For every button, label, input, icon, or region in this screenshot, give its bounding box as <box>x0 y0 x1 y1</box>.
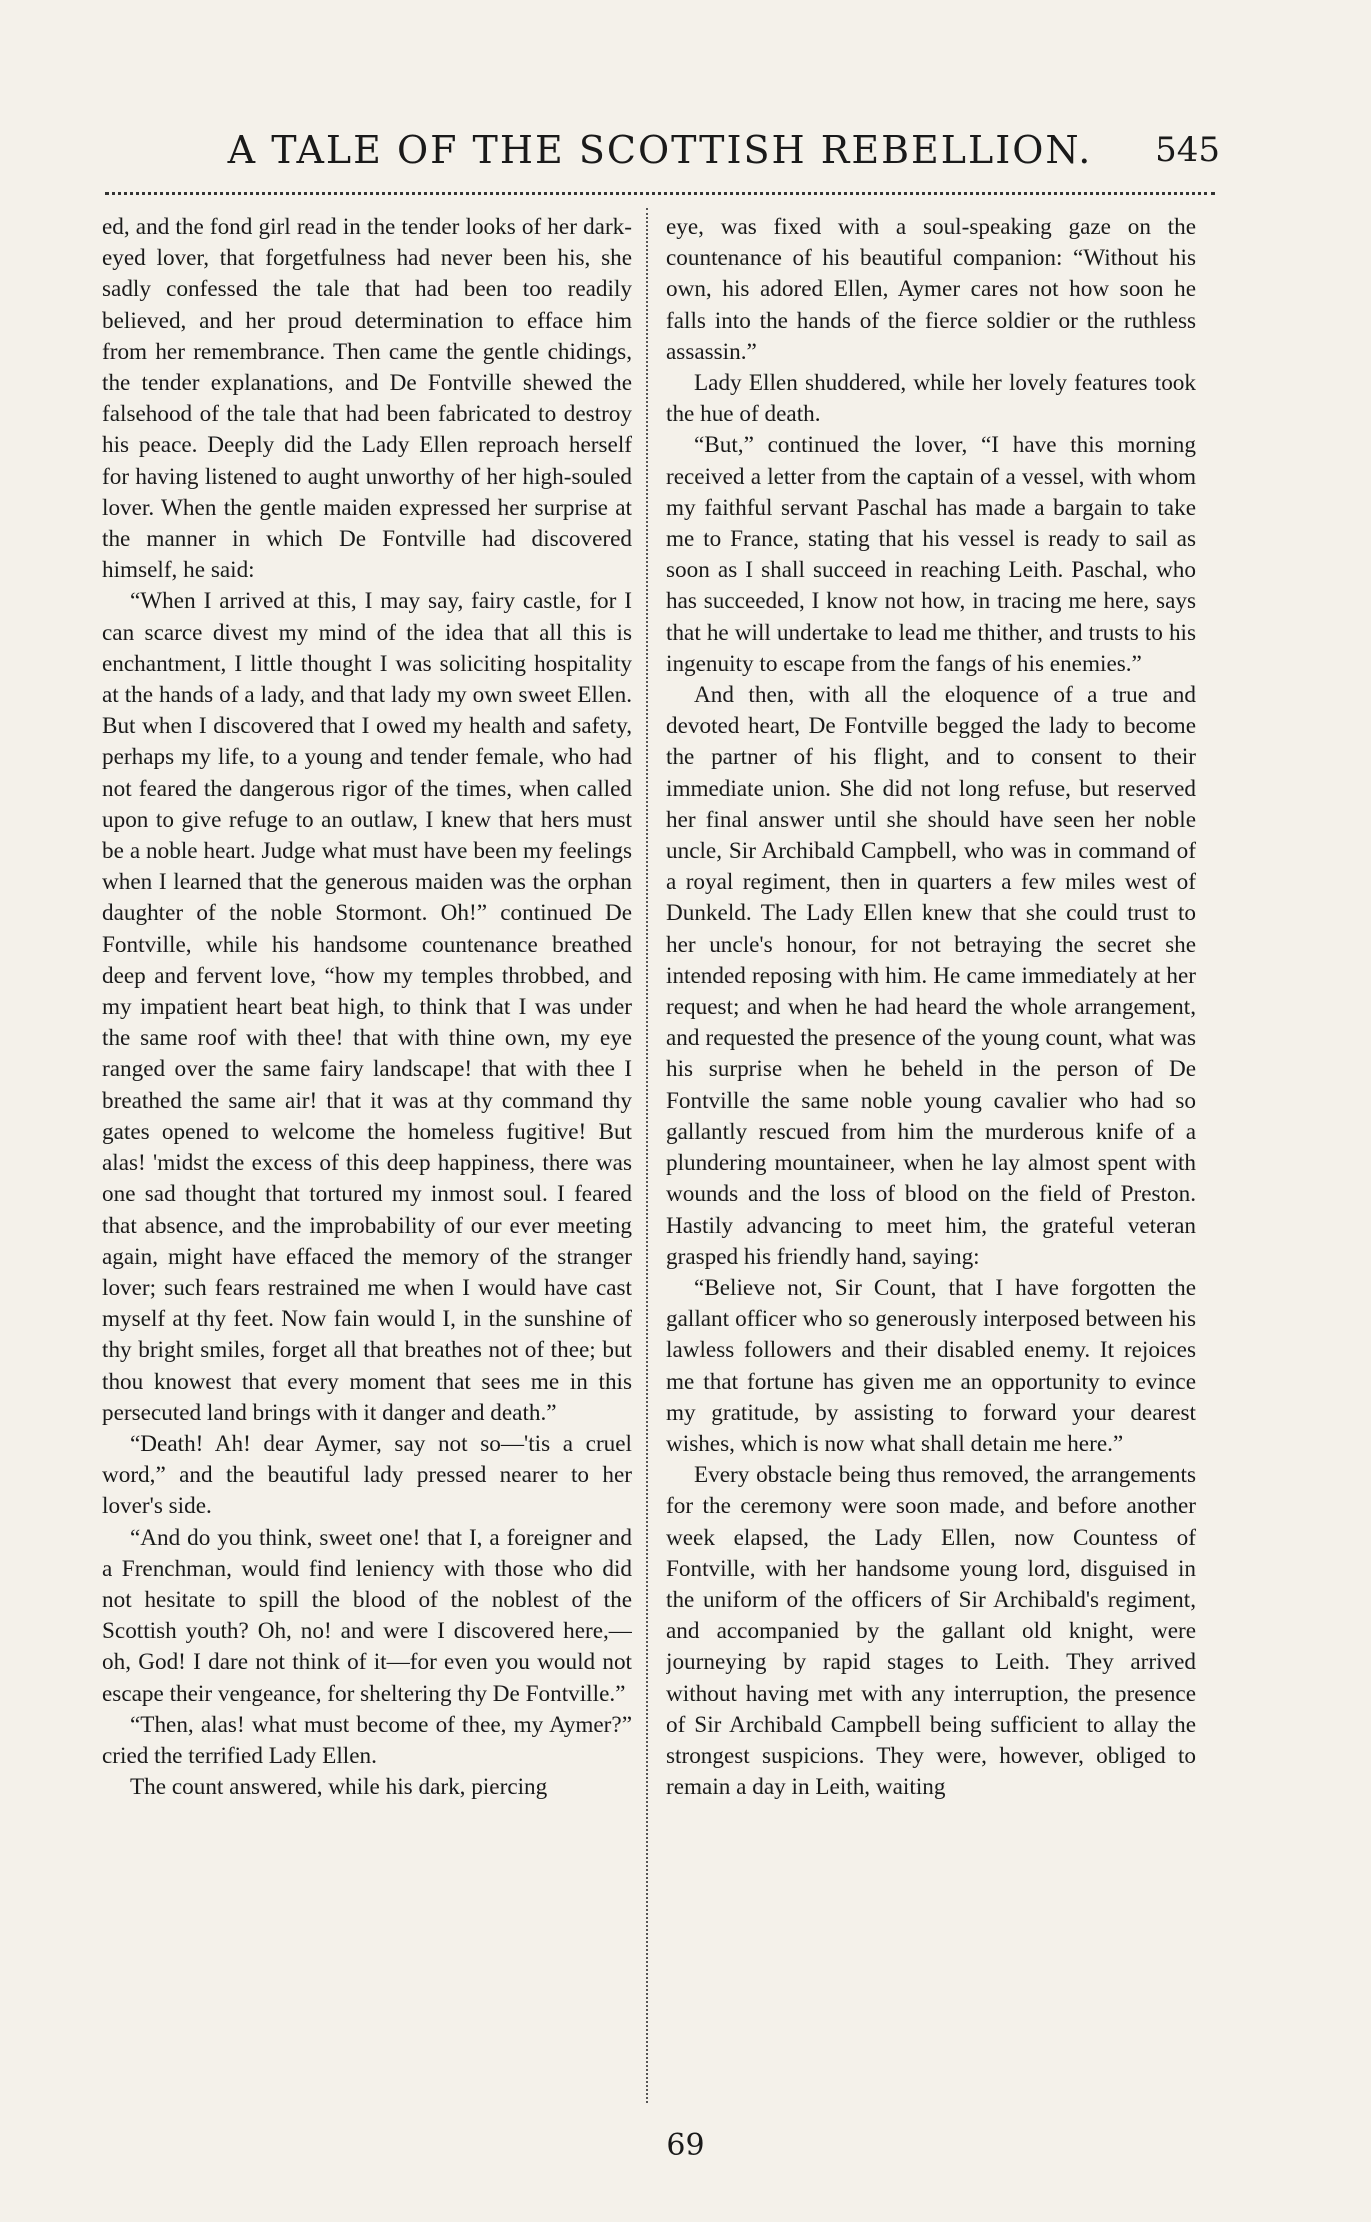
paragraph: “Then, alas! what must become of thee, my Aymer?” cried the terrified Lady Ellen. <box>102 1711 632 1769</box>
paragraph: “But,” continued the lover, “I have this morning received a letter from the captain of a vessel, with whom my faithful servant Paschal has made a bargain to take me to France, stating that his vessel is ready to sail as soon as I shall succeed in reaching Leith. Paschal, who has succeeded, I know not how, in tracing me here, says that he will undertake to lead me thither, and trusts to his ingenuity to escape from the fangs of his enemies.” <box>666 432 1196 677</box>
paragraph: Lady Ellen shuddered, while her lovely features took the hue of death. <box>666 370 1196 428</box>
paragraph: The count answered, while his dark, piercing <box>130 1774 548 1801</box>
page-number: 545 <box>1155 130 1220 170</box>
paragraph: “When I arrived at this, I may say, fairy castle, for I can scarce divest my mind of the idea that all this is enchantment, I little thought I was soliciting hospitality at the hands of a lady, and that lady my own sweet Ellen. But when I discovered that I owed my health and safety, perhaps my life, to a young and tender female, who had not feared the dangerous rigor of the times, when called upon to give refuge to an outlaw, I knew that hers must be a noble heart. Judge what must have been my feelings when I learned that the generous maiden was the orphan daughter of the noble Stormont. Oh!” continued De Fontville, while his handsome countenance breathed deep and fervent love, “how my temples throbbed, and my impatient heart beat high, to think that I was under the same roof with thee! that with thine own, my eye ranged over the same fairy landscape! that with thee I breathed the same air! that it was at thy command thy gates opened to welcome the homeless fugitive! But alas! 'midst the excess of this deep happiness, there was one sad thought that tortured my inmost soul. I feared that absence, and the improbability of our ever meeting again, might have effaced the memory of the stranger lover; such fears restrained me when I would have cast myself at thy feet. Now fain would I, in the sunshine of thy bright smiles, forget all that breathes not of thee; but thou knowest that every moment that sees me in this persecuted land brings with it danger and death.” <box>102 588 632 1426</box>
right-column <box>666 212 1196 2107</box>
running-header <box>100 120 1220 180</box>
paragraph: “Believe not, Sir Count, that I have forgotten the gallant officer who so generously interposed between his lawless followers and their disabled enemy. It rejoices me that fortune has given me an opportunity to evince my gratitude, by assisting to forward your dearest wishes, which is now what shall detain me here.” <box>666 1274 1196 1457</box>
paragraph: ed, and the fond girl read in the tender looks of her dark-eyed lover, that forgetfulness had never been his, she sadly confessed the tale that had been too readily believed, and her proud determination to efface him from her remembrance. Then came the gentle chidings, the tender explanations, and De Fontville shewed the falsehood of the tale that had been fabricated to destroy his peace. Deeply did the Lady Ellen reproach herself for having listened to aught unworthy of her high-souled lover. When the gentle maiden expressed her surprise at the manner in which De Fontville had discovered himself, he said: <box>102 214 632 584</box>
running-title: A TALE OF THE SCOTTISH REBELLION. <box>227 128 1093 172</box>
paragraph: “Death! Ah! dear Aymer, say not so—'tis a cruel word,” and the beautiful lady pressed nearer to her lover's side. <box>102 1430 632 1520</box>
signature-mark: 69 <box>666 2128 705 2163</box>
paragraph: Every obstacle being thus removed, the arrangements for the ceremony were soon made, and before another week elapsed, the Lady Ellen, now Countess of Fontville, with her handsome young lord, disguised in the uniform of the officers of Sir Archibald's regiment, and accompanied by the gallant old knight, were journeying by rapid stages to Leith. They arrived without having met with any interruption, the presence of Sir Archibald Campbell being sufficient to allay the strongest suspicions. They were, however, obliged to remain a day in Leith, waiting <box>666 1462 1196 1801</box>
left-column <box>102 212 632 2107</box>
paragraph: And then, with all the eloquence of a true and devoted heart, De Fontville begged the lady to become the partner of his flight, and to consent to their immediate union. She did not long refuse, but reserved her final answer until she should have seen her noble uncle, Sir Archibald Campbell, who was in command of a royal regiment, then in quarters a few miles west of Dunkeld. The Lady Ellen knew that she could trust to her uncle's honour, for not betraying the secret she intended reposing with him. He came immediately at her request; and when he had heard the whole arrangement, and requested the presence of the young count, what was his surprise when he beheld in the person of De Fontville the same noble young cavalier who had so gallantly rescued from him the murderous knife of a plundering mountaineer, when he lay almost spent with wounds and the loss of blood on the field of Preston. Hastily advancing to meet him, the grateful veteran grasped his friendly hand, saying: <box>666 682 1196 1270</box>
column-divider <box>646 208 650 2103</box>
paragraph: eye, was fixed with a soul-speaking gaze on the countenance of his beautiful companion: “Without his own, his adored Ellen, Aymer cares not how soon he falls into the hands of the fierce soldier or the ruthless assassin.” <box>666 214 1196 365</box>
header-rule <box>105 192 1215 197</box>
paragraph: “And do you think, sweet one! that I, a foreigner and a Frenchman, would find leniency with those who did not hesitate to spill the blood of the noblest of the Scottish youth? Oh, no! and were I discovered here,—oh, God! I dare not think of it—for even you would not escape their vengeance, for sheltering thy De Fontville.” <box>102 1524 632 1707</box>
